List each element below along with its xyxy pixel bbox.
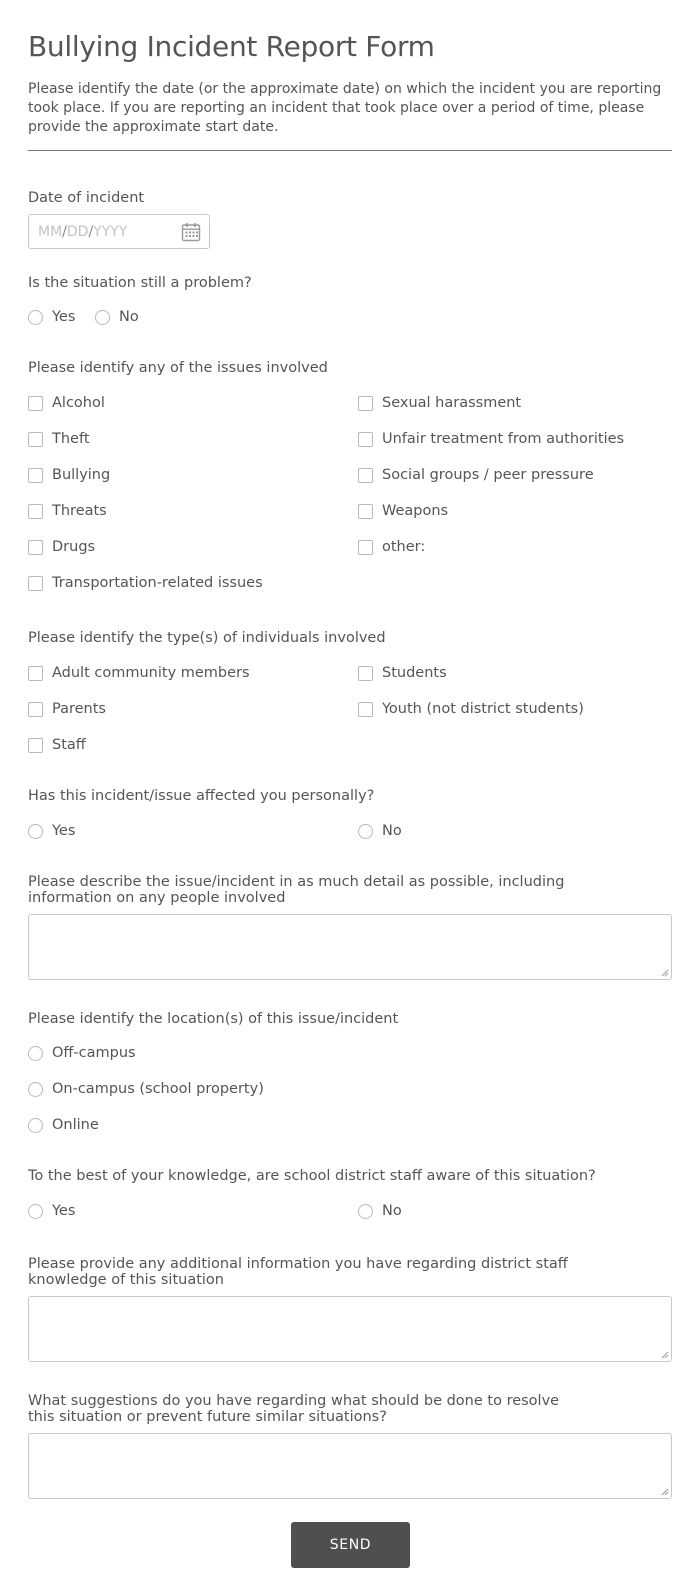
- option-label: Unfair treatment from authorities: [382, 431, 625, 447]
- issue-weapons[interactable]: [358, 501, 448, 521]
- date-label: Date of incident: [28, 190, 145, 206]
- checkbox[interactable]: [28, 432, 43, 447]
- describe-label: Please describe the issue/incident in as much detail as possible, including information on any people involved: [28, 874, 565, 906]
- staff-aware-label: To the best of your knowledge, are school district staff aware of this situation?: [28, 1168, 596, 1184]
- option-label: Yes: [52, 823, 76, 839]
- still-problem-yes[interactable]: [28, 307, 75, 327]
- location-on-campus[interactable]: [28, 1079, 264, 1099]
- date-day-placeholder: DD: [66, 223, 89, 240]
- resize-handle-icon[interactable]: [661, 1351, 669, 1359]
- option-label: Off-campus: [52, 1045, 136, 1061]
- individual-youth[interactable]: [358, 699, 584, 719]
- form-title: Bullying Incident Report Form: [28, 30, 435, 63]
- option-label: Online: [52, 1117, 99, 1133]
- affected-no[interactable]: [358, 821, 402, 841]
- issue-alcohol[interactable]: [28, 393, 105, 413]
- option-label: Parents: [52, 701, 106, 717]
- radio[interactable]: [28, 310, 43, 325]
- resize-handle-icon[interactable]: [661, 969, 669, 977]
- checkbox[interactable]: [358, 702, 373, 717]
- option-label: Adult community members: [52, 665, 250, 681]
- date-separator: /: [62, 223, 67, 240]
- location-off-campus[interactable]: [28, 1043, 136, 1063]
- checkbox[interactable]: [358, 540, 373, 555]
- location-online[interactable]: [28, 1115, 99, 1135]
- option-label: Yes: [52, 309, 76, 325]
- calendar-icon[interactable]: [181, 222, 201, 242]
- option-label: other:: [382, 539, 426, 555]
- issue-unfair-treatment[interactable]: [358, 429, 624, 449]
- option-label: On-campus (school property): [52, 1081, 264, 1097]
- individuals-label: Please identify the type(s) of individuals involved: [28, 630, 386, 646]
- checkbox[interactable]: [28, 702, 43, 717]
- individual-staff[interactable]: [28, 735, 86, 755]
- radio[interactable]: [28, 1118, 43, 1133]
- checkbox[interactable]: [28, 468, 43, 483]
- date-input[interactable]: [28, 214, 210, 249]
- date-separator: /: [88, 223, 94, 240]
- staff-aware-yes[interactable]: [28, 1201, 75, 1221]
- radio[interactable]: [358, 824, 373, 839]
- individual-parents[interactable]: [28, 699, 106, 719]
- affected-label: Has this incident/issue affected you personally?: [28, 788, 375, 804]
- option-label: Weapons: [382, 503, 449, 519]
- checkbox[interactable]: [358, 666, 373, 681]
- option-label: Transportation-related issues: [52, 575, 263, 591]
- checkbox[interactable]: [28, 576, 43, 591]
- describe-textarea[interactable]: [28, 914, 672, 980]
- checkbox[interactable]: [28, 738, 43, 753]
- issues-label: Please identify any of the issues involved: [28, 360, 328, 376]
- issue-bullying[interactable]: [28, 465, 110, 485]
- issue-sexual-harassment[interactable]: [358, 393, 521, 413]
- radio[interactable]: [95, 310, 110, 325]
- date-year-placeholder: YYYY: [93, 223, 128, 240]
- checkbox[interactable]: [28, 396, 43, 411]
- option-label: Theft: [52, 431, 90, 447]
- option-label: Youth (not district students): [382, 701, 584, 717]
- option-label: Drugs: [52, 539, 96, 555]
- radio[interactable]: [28, 1082, 43, 1097]
- checkbox[interactable]: [358, 504, 373, 519]
- option-label: Students: [382, 665, 447, 681]
- additional-label: Please provide any additional information you have regarding district staff knowledge of this situation: [28, 1256, 568, 1288]
- option-label: Yes: [52, 1203, 76, 1219]
- checkbox[interactable]: [358, 468, 373, 483]
- date-month-placeholder: MM: [38, 223, 63, 240]
- affected-yes[interactable]: [28, 821, 75, 841]
- option-label: Sexual harassment: [382, 395, 522, 411]
- option-label: No: [119, 309, 139, 325]
- issue-social-groups[interactable]: [358, 465, 594, 485]
- option-label: No: [382, 823, 402, 839]
- additional-textarea[interactable]: [28, 1296, 672, 1362]
- issue-theft[interactable]: [28, 429, 90, 449]
- resize-handle-icon[interactable]: [661, 1488, 669, 1496]
- radio[interactable]: [28, 1046, 43, 1061]
- issue-transportation[interactable]: [28, 573, 263, 593]
- location-label: Please identify the location(s) of this issue/incident: [28, 1011, 399, 1027]
- header-divider: [28, 150, 672, 151]
- send-button[interactable]: SEND: [291, 1522, 410, 1568]
- staff-aware-no[interactable]: [358, 1201, 402, 1221]
- checkbox[interactable]: [28, 666, 43, 681]
- form-intro: Please identify the date (or the approximate date) on which the incident you are reporting took place. If you are reporting an incident that took place over a period of time, please provide the approximate start date.: [28, 81, 662, 135]
- option-label: Threats: [52, 503, 107, 519]
- suggestions-textarea[interactable]: [28, 1433, 672, 1499]
- checkbox[interactable]: [358, 396, 373, 411]
- issue-drugs[interactable]: [28, 537, 95, 557]
- still-problem-no[interactable]: [95, 307, 139, 327]
- checkbox[interactable]: [28, 540, 43, 555]
- radio[interactable]: [358, 1204, 373, 1219]
- checkbox[interactable]: [28, 504, 43, 519]
- suggestions-label: What suggestions do you have regarding what should be done to resolve this situation or prevent future similar situations?: [28, 1393, 560, 1425]
- option-label: Staff: [52, 737, 86, 753]
- still-problem-label: Is the situation still a problem?: [28, 275, 252, 291]
- individual-students[interactable]: [358, 663, 447, 683]
- issue-other[interactable]: [358, 537, 425, 557]
- option-label: Social groups / peer pressure: [382, 467, 594, 483]
- option-label: Bullying: [52, 467, 111, 483]
- option-label: No: [382, 1203, 402, 1219]
- option-label: Alcohol: [52, 395, 105, 411]
- radio[interactable]: [28, 1204, 43, 1219]
- individual-adult-community[interactable]: [28, 663, 250, 683]
- radio[interactable]: [28, 824, 43, 839]
- checkbox[interactable]: [358, 432, 373, 447]
- issue-threats[interactable]: [28, 501, 107, 521]
